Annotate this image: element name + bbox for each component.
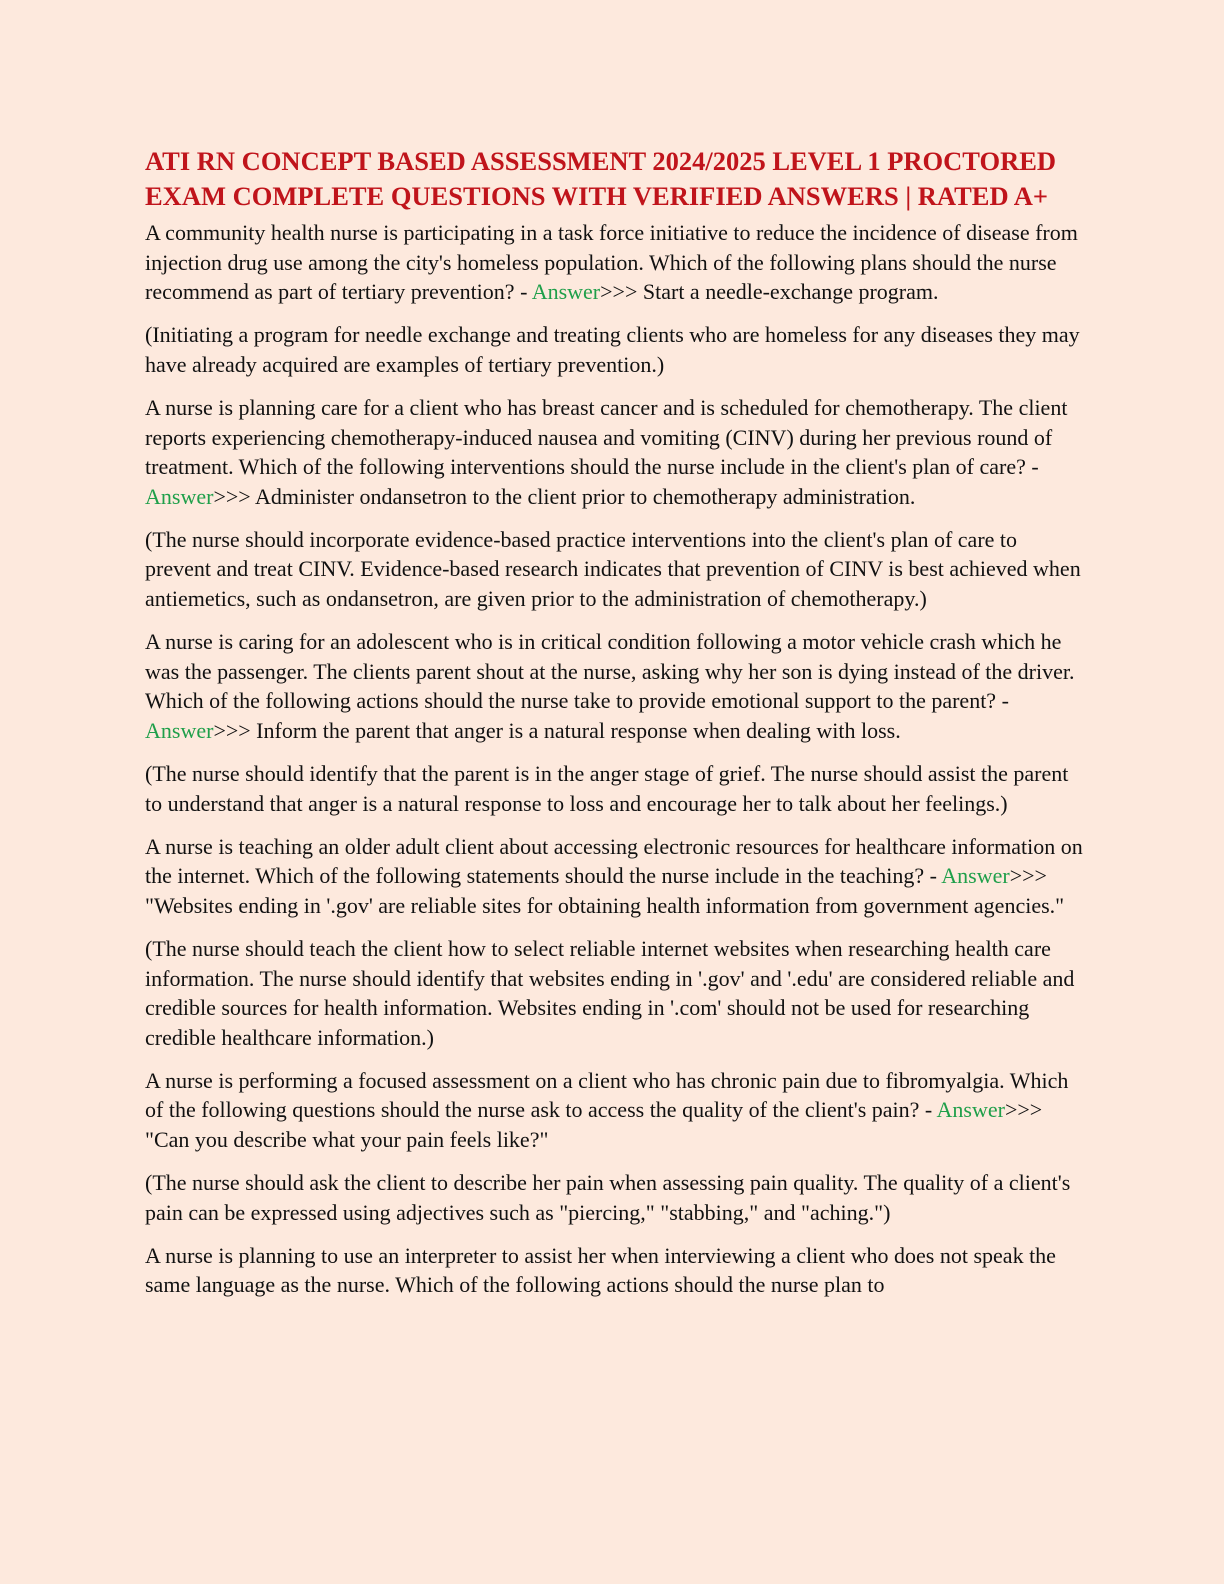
answer-text: "Websites ending in '.gov' are reliable sites for obtaining health information from government agencies.": [145, 892, 1065, 918]
answer-text: Start a needle-exchange program.: [642, 279, 939, 305]
answer-marker: >>>: [213, 717, 257, 743]
question-6: [145, 1241, 1085, 1300]
answer-separator: -: [996, 688, 1009, 714]
question-text: A nurse is caring for an adolescent who is in critical condition following a motor vehicle crash which he was the passenger. The clients parent shout at the nurse, asking why her son is dying instead of the driver. Which of the following actions should the nurse take to provide emotional support to the parent?: [145, 629, 1075, 714]
answer-text: "Can you describe what your pain feels like?": [145, 1127, 549, 1153]
answer-label: Answer: [145, 483, 214, 509]
document-page: [145, 144, 1085, 1314]
answer-text: Administer ondansetron to the client prior to chemotherapy administration.: [254, 483, 916, 509]
question-text: A nurse is planning to use an interpreter to assist her when interviewing a client who does not speak the same language as the nurse. Which of the following actions should the nurse plan to: [145, 1242, 1056, 1298]
question-text: A community health nurse is participating in a task force initiative to reduce the incidence of disease from injection drug use among the city's homeless population. Which of the following plans should the nurse recommend as part of tertiary prevention?: [145, 220, 1078, 305]
rationale-3: (The nurse should identify that the parent is in the anger stage of grief. The nurse should assist the parent to understand that anger is a natural response to loss and encourage her to talk about her feelings.): [145, 761, 1069, 816]
answer-separator: -: [919, 1097, 937, 1123]
answer-marker: >>>: [1009, 863, 1047, 889]
document-title: ATI RN CONCEPT BASED ASSESSMENT 2024/2025 LEVEL 1 PROCTORED EXAM COMPLETE QUESTIONS WITH VERIFIED ANSWERS | RATED A+: [145, 146, 1057, 211]
answer-separator: -: [1025, 454, 1039, 480]
question-text: A nurse is planning care for a client who has breast cancer and is scheduled for chemotherapy. The client reports experiencing chemotherapy-induced nausea and vomiting (CINV) during her previous round of treatment. Which of the following interventions should the nurse include in the client's plan of care?: [145, 394, 1068, 480]
question-text: A nurse is performing a focused assessment on a client who has chronic pain due to fibromyalgia. Which of the following questions should the nurse ask to access the quality of the client's pain?: [145, 1067, 1069, 1123]
answer-text: Inform the parent that anger is a natural response when dealing with loss.: [256, 717, 901, 743]
question-3: [145, 627, 1085, 745]
question-1: [145, 218, 1085, 307]
question-2: [145, 393, 1085, 511]
answer-separator: -: [924, 863, 942, 889]
answer-marker: >>>: [1004, 1097, 1043, 1123]
answer-marker: >>>: [600, 279, 643, 305]
question-5: [145, 1066, 1085, 1155]
answer-label: Answer: [145, 717, 214, 743]
rationale-5: (The nurse should ask the client to describe her pain when assessing pain quality. The quality of a client's pain can be expressed using adjectives such as "piercing," "stabbing," and "aching."): [145, 1170, 1071, 1225]
question-4: [145, 832, 1085, 921]
answer-label: Answer: [936, 1097, 1005, 1123]
answer-separator: -: [514, 279, 532, 305]
rationale-2: (The nurse should incorporate evidence-based practice interventions into the client's plan of care to prevent and treat CINV. Evidence-based research indicates that prevention of CINV is best achieved when antiemetics, such as ondansetron, are given prior to the administration of chemotherapy.): [145, 526, 1081, 612]
question-text: A nurse is teaching an older adult client about accessing electronic resources for healthcare information on the internet. Which of the following statements should the nurse include in the teaching?: [145, 833, 1083, 889]
answer-marker: >>>: [213, 483, 255, 509]
rationale-1: (Initiating a program for needle exchange and treating clients who are homeless for any diseases they may have already acquired are examples of tertiary prevention.): [145, 322, 1080, 377]
answer-label: Answer: [941, 863, 1010, 889]
rationale-4: (The nurse should teach the client how to select reliable internet websites when researching health care information. The nurse should identify that websites ending in '.gov' and '.edu' are considered reliable and credible sources for health information. Websites ending in '.com' should not be used for researching credible healthcare information.): [145, 935, 1075, 1050]
answer-label: Answer: [531, 279, 601, 305]
